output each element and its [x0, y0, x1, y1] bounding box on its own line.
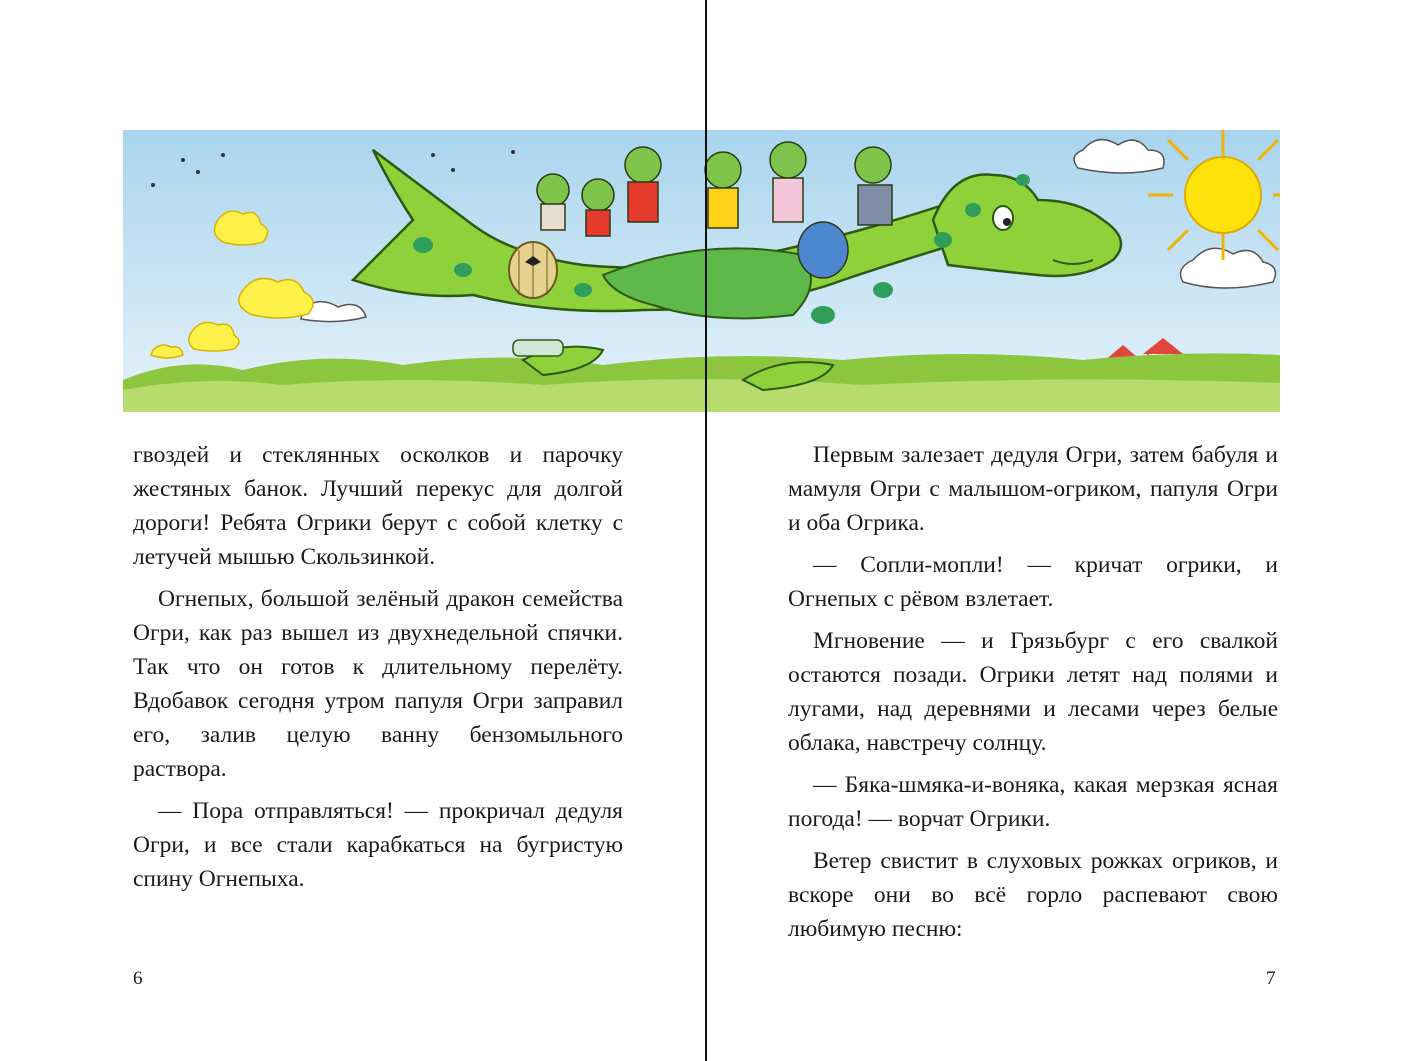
page-number-left: 6	[133, 968, 143, 989]
right-paragraph-4: — Бяка-шмяка-и-воняка, какая мерзкая ясная погода! — ворчат Огрики.	[788, 772, 1278, 832]
left-paragraph-3: — Пора отправляться! — прокричал дедуля Огри, и все стали карабкаться на бугристую спину Огнепыха.	[133, 798, 623, 892]
book-spine	[705, 0, 707, 1061]
left-page-text	[133, 438, 623, 904]
right-paragraph-5: Ветер свистит в слуховых рожках огриков, и вскоре они во всё горло распевают свою любимую песню:	[788, 848, 1278, 942]
left-paragraph-2: Огнепых, большой зелёный дракон семейства Огри, как раз вышел из двухнедельной спячки. Так что он готов к длительному перелёту. Вдобавок сегодня утром папуля Огри заправил его, залив целую ванну бензомыльного раствора.	[133, 586, 623, 782]
right-paragraph-1: Первым залезает дедуля Огри, затем бабуля и мамуля Огри с малышом-огриком, папуля Огри и оба Огрика.	[788, 442, 1278, 536]
right-paragraph-2: — Сопли-мопли! — кричат огрики, и Огнепых с рёвом взлетает.	[788, 552, 1278, 612]
right-page-text	[788, 438, 1278, 954]
right-paragraph-3: Мгновение — и Грязьбург с его свалкой остаются позади. Огрики летят над полями и лугами, над деревнями и лесами через белые облака, навстречу солнцу.	[788, 628, 1278, 756]
page-number-right: 7	[1266, 968, 1276, 989]
bat-cage-icon	[509, 242, 557, 298]
dragon-flight-illustration	[123, 130, 1280, 412]
left-paragraph-1: гвоздей и стеклянных осколков и парочку жестяных банок. Лучший перекус для долгой дороги! Ребята Огрики берут с собой клетку с летучей мышью Скользинкой.	[133, 442, 623, 570]
